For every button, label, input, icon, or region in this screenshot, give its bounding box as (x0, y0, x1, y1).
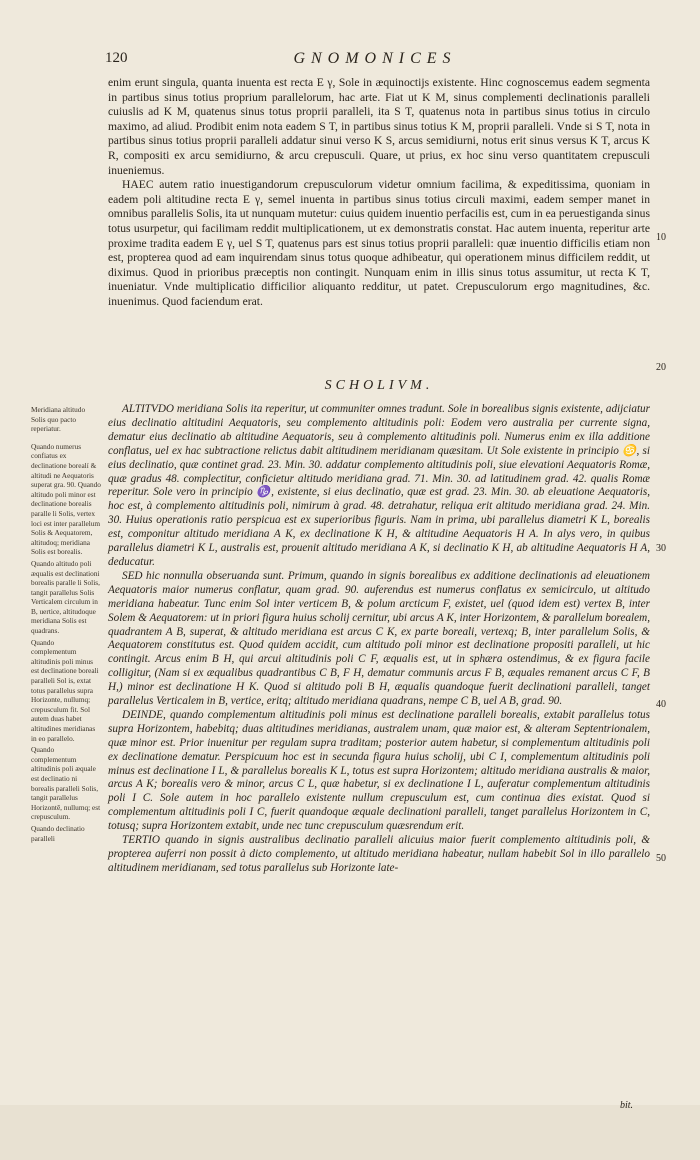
margin-note: Quando numerus confiatus ex declinatione borealí & altitudi ne Aequatoris superat gra. 90. Quando altitudo poli minor est declinatione borealis paralle li Solis, vertex loci est inter parallelum Solis & Aequatorem, altitudoq; meridiana Solis est borealis. (31, 441, 101, 557)
top-text-block (108, 76, 650, 310)
page-header (105, 50, 645, 74)
section-heading: SCHOLIVM. (324, 378, 434, 393)
line-number: 30 (656, 543, 666, 554)
scholium-paragraph: TERTIO quando in signis australibus declinatio paralleli alicuius maior fuerit complemento altitudinis poli, & propterea auferri non possit à dicto complemento, ut altitudo meridiana habeatur, nullam habebit Sol in illo parallelo altitudinem meridianam, sed totus parallelus sub Horizonte late- (108, 834, 650, 874)
margin-note: Quando complementum altitudinis poli minus est declinatione boreali paralleli Sol is, extat totus parallelus supra Horizonte, nullumq; crepusculum fit. Sol autem duas habet altitudines meridianas in eo parallelo. (31, 637, 99, 743)
page-number: 120 (105, 50, 128, 66)
margin-note: Quando complementum altitudinis poli æquale est declinatio ni borealis paralleli Solis, tangit parallelus Horizontē, nullumq; est crepusculum. (31, 745, 101, 822)
margin-note: Meridiana altitudo Solis quo pacto reperiatur. (31, 405, 86, 434)
scholium-text (108, 403, 650, 876)
line-number: 40 (656, 699, 666, 710)
line-number: 50 (656, 853, 666, 864)
page-bottom-margin (0, 1105, 700, 1160)
margin-notes (31, 405, 101, 845)
margin-note: Quando altitudo poli æqualis est declinationi borealis paralle li Solis, tangit parallelus Solis Verticalem circulum in B, uertice, altitudoque meridiana Solis est quadrans. (31, 558, 100, 636)
running-title: GNOMONICES (293, 50, 457, 67)
scholium-paragraph: DEINDE, quando complementum altitudinis poli minus est declinatione paralleli borealis, extabit parallelus totus supra Horizontem, habebitq; duas altitudines meridianas, australem unam, quæ maior est, & alteram Septentrionalem, quæ minor est. Prior inuenitur per regulam supra traditam; posterior autem habetur, si complementum altitudinis poli ex declinatione dematur. Perspicuum hoc est in secunda figura huius scholij, ubi C I, complementum altitudinis poli minus est declinatione I L, & parallelus borealis K L, totus est supra Horizontem; altitudo meridiana australis & maior, arcus A K; borealis vero & minor, arcus C L, quæ habetur, si ex declinatione I L, auferatur complementum altitudinis poli I C. Sole autem in hoc parallelo existente nullum crepusculum est, cum continua dies existat. Quod si complementum altitudinis poli I C, fuerit quandoque æquale declinationi paralleli, tanget parallelus Horizontem in C, totusq; supra Horizontem extabit, unde nec tunc crepusculum quæsrendum erit. (108, 708, 650, 833)
catchword: bit. (620, 1100, 634, 1111)
margin-note: Quando declinatio paralleli (31, 823, 85, 843)
scholium-paragraph: ALTITVDO meridiana Solis ita reperitur, ut communiter omnes tradunt. Sole in borealibus signis existente, adijciatur eius declinatio altitudini Aequatoris, seu complemento altitudinis poli: Eodem vero australia per currente signa, dematur eius declinatio ab altitudine Aequatoris, seu à complemento altitudinis poli. Numerus enim ex illa additione conflatus, uel ex hac subtractione relictus dabit altitudinem meridianam quæsitam. Ut Sole existente in principio ♋, si eius declinatio, quæ continet grad. 23. Min. 30. addatur complemento altitudinis poli, siue elevationi Aequatoris Romæ, quæ gradus 48. complectitur, conficietur altitudo meridiana grad. 71. Min. 30. ad latitudinem grad. 42. qualis Romæ reperitur. Sole vero in principio ♑, existente, si eius declinatio, quæ est grad. 23. Min. 30. ab eleuatione Aequatoris, hoc est, à complemento altitudinis poli, nimirum à grad. 48. detrahatur, reliqua erit altitudo meridiana grad. 24. Min. 30. Huius operationis ratio perspicua est ex superioribus figuris. Nam in prima, ubi parallelus diametri K L, borealis est, componitur altitudo meridiana A K, ex declinatione K H, & altitudine Aequatoris H A. In alys vero, in quibus parallelus diametri K L, australis est, prouenit altitudo meridiana A K, si declinatio K H, ab altitudine Aequatoris H A, deducatur. (108, 403, 650, 568)
top-paragraph: enim erunt singula, quanta inuenta est recta E γ, Sole in æquinoctijs existente. Hinc cognoscemus eadem segmenta in partibus sinus totius proprium parallelorum, hac arte. Fiat ut K M, sinus complementi declinationis paralleli cuiuslis ad K M, quatenus sinus totus proprii paralleli, ita S T, quatenus nota in partibus sinus totius in circulo maximo, ad aliud. Prodibit enim nota eadem S T, in partibus sinus totius K M, proprii paralleli. Vnde si S T, nota in partibus sinus totius proprii paralleli addatur sinui verso K S, arcus semidiurni, notus erit sinus versus K T, arcus K R, compositi ex arcu semidiurno, & arcu crepusculi. Quare, ut prius, ex hoc sinu verso quantitatem crepusculi inueniemus. (108, 76, 650, 177)
top-paragraph: HAEC autem ratio inuestigandorum crepusculorum videtur omnium facilima, & expeditissima, quoniam in eadem poli altitudine recta E γ, semel inuenta in partibus sinus totius circuli maximi, eadem semper manet in omnibus parallelis Solis, ita ut nunquam mutetur: cuius quidem inuentio perfacilis est, cum in ea peruestiganda sinus totus usurpetur, qui facilimam reddit multiplicationem, ut ex demonstratis constat. Hac autem inuenta, reperitur arte proxime tradita eadem E γ, uel S T, quatenus pars est sinus totius proprii paralleli: quæ inuentio difficilis etiam non est, propterea quod ad eam inquirendam sinus totus quoque adhibeatur, qui operationem minus difficilem reddit, ut diximus. Quod in prioribus præceptis non contingit. Nunquam enim in illis sinus totus assumitur, ut recta K T, inueniatur. Vnde multiplicatio difficilior aliquanto redditur, ut patet. Crepusculorum ergo magnitudines, &c. inuenimus. Quod faciendum erat. (108, 178, 650, 308)
line-number: 20 (656, 362, 666, 373)
line-number: 10 (656, 232, 666, 243)
scholium-paragraph: SED hic nonnulla obseruanda sunt. Primum, quando in signis borealibus ex additione declinationis ad eleuationem Aequatoris maior numerus conflatur, quam grad. 90. auferendus est numerus conflatus ex semicirculo, ut altitudo meridiana habeatur. Tunc enim Sol inter verticem B, & polum arcticum F, existet, uel (quod idem est) vertex B, inter Solem & Aequatorem: ut in priori figura huius scholij cernitur, ubi arcus A K, inter Horizontem, & parallelum borealem, quadrantem A B, superat, & altitudo meridiana est arcus C K, ex parte boreali, vertexq; B, inter parallelum Solis, & Aequatorem constitutus est. Quod quidem accidit, cum altitudo poli minor est declinatione propositi paralleli, ut hic contingit. Arcus enim B H, qui arcui altitudinis poli C F, æqualis est, ut in sphæra ostendimus, & ex figura facile colligitur, (Nam si ex æqualibus quadrantibus C B, F H, dematur communis arcus F B, æquales remanent arcus C F, B H,) minor est declinatione H K. Quod si altitudo poli B H, æqualis quandoque fuerit declinationi paralleli, tanget parallelus Verticalem in B, vertice, eritq; altitudo meridiana quadrans, nempe C B, uel A B, grad. 90. (108, 569, 650, 708)
